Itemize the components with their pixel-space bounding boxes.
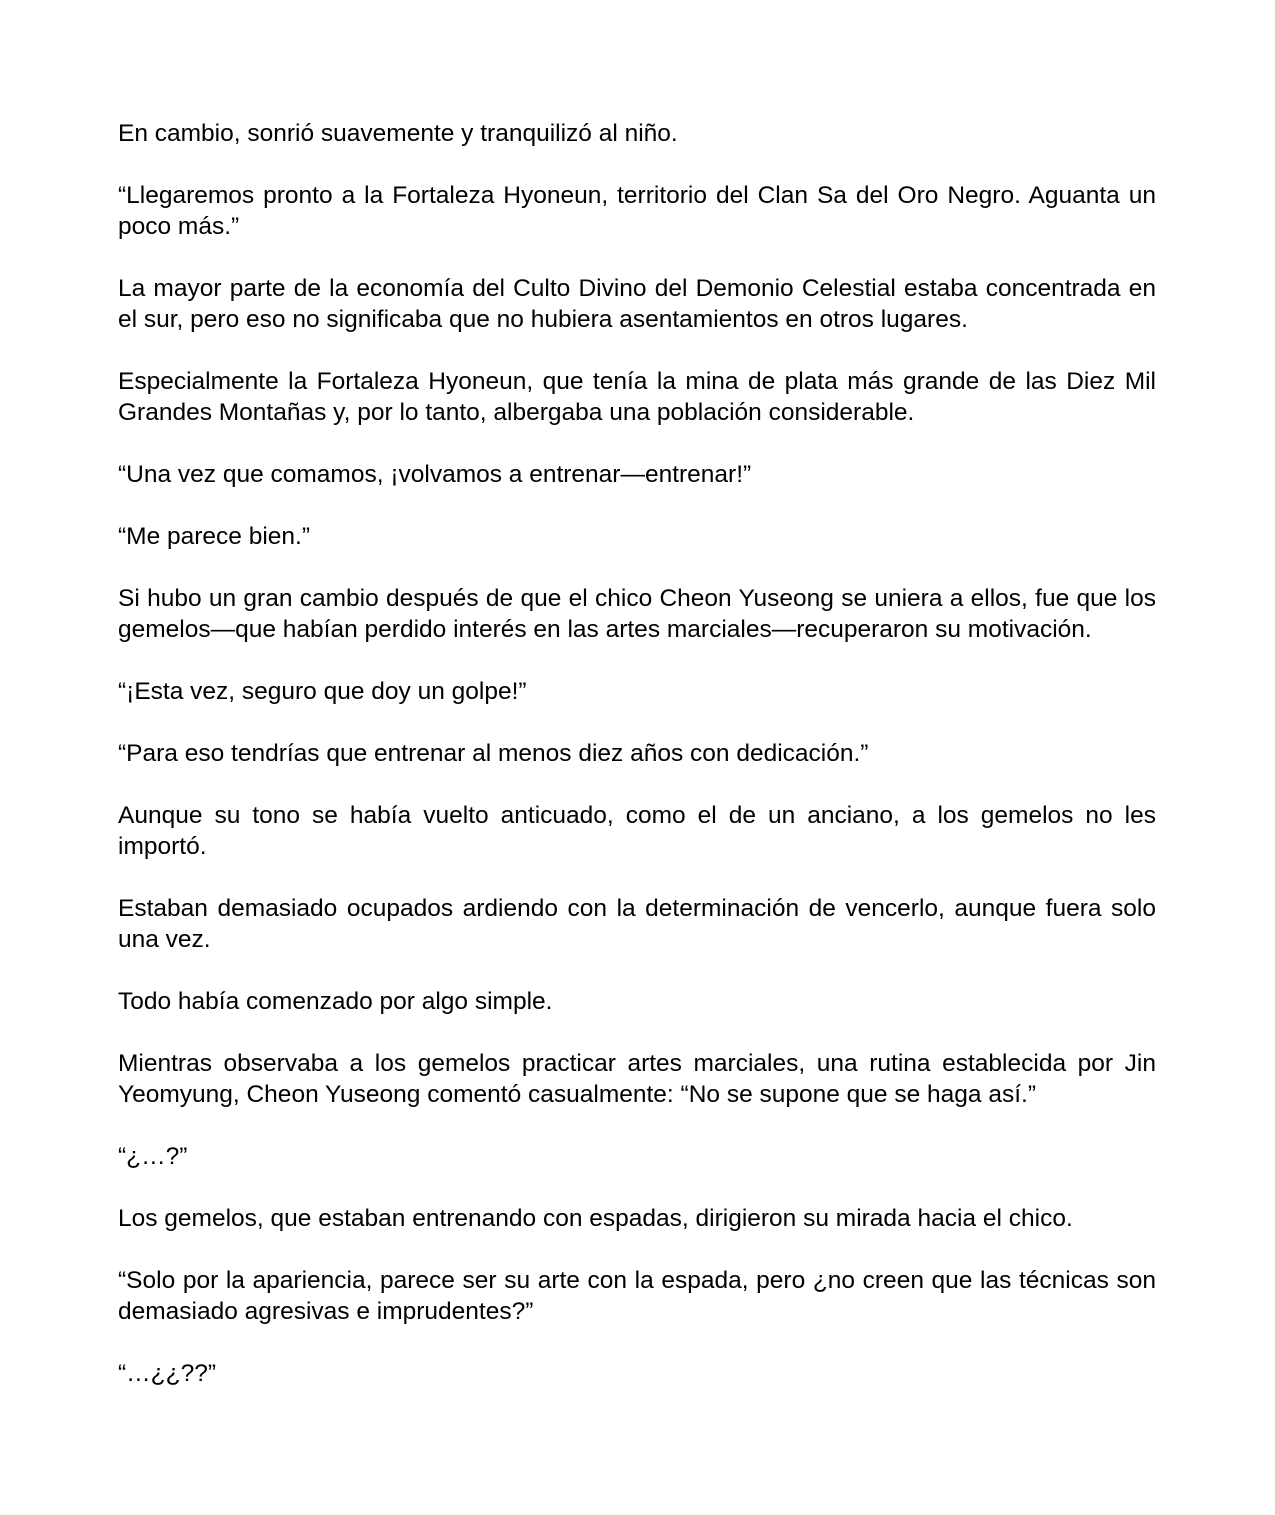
document-page	[118, 118, 1156, 1420]
paragraph-9: “Para eso tendrías que entrenar al menos diez años con dedicación.”	[118, 740, 869, 767]
paragraph-7: Si hubo un gran cambio después de que el chico Cheon Yuseong se uniera a ellos, fue que los gemelos—que habían perdido interés en las artes marciales—recuperaron su motivación.	[118, 585, 1156, 643]
paragraph-15: Los gemelos, que estaban entrenando con espadas, dirigieron su mirada hacia el chico.	[118, 1205, 1073, 1232]
paragraph-14: “¿…?”	[118, 1143, 188, 1170]
paragraph-5: “Una vez que comamos, ¡volvamos a entrenar—entrenar!”	[118, 461, 752, 488]
paragraph-6: “Me parece bien.”	[118, 523, 311, 550]
paragraph-3: La mayor parte de la economía del Culto Divino del Demonio Celestial estaba concentrada en el sur, pero eso no significaba que no hubiera asentamientos en otros lugares.	[118, 275, 1156, 333]
paragraph-11: Estaban demasiado ocupados ardiendo con la determinación de vencerlo, aunque fuera solo una vez.	[118, 895, 1156, 953]
paragraph-13: Mientras observaba a los gemelos practicar artes marciales, una rutina establecida por Jin Yeomyung, Cheon Yuseong comentó casualmente: “No se supone que se haga así.”	[118, 1050, 1156, 1108]
paragraph-4: Especialmente la Fortaleza Hyoneun, que tenía la mina de plata más grande de las Diez Mil Grandes Montañas y, por lo tanto, albergaba una población considerable.	[118, 368, 1156, 426]
paragraph-1: En cambio, sonrió suavemente y tranquilizó al niño.	[118, 120, 678, 147]
paragraph-12: Todo había comenzado por algo simple.	[118, 988, 553, 1015]
paragraph-8: “¡Esta vez, seguro que doy un golpe!”	[118, 678, 527, 705]
paragraph-17: “…¿¿??”	[118, 1360, 216, 1387]
paragraph-2: “Llegaremos pronto a la Fortaleza Hyoneun, territorio del Clan Sa del Oro Negro. Aguanta un poco más.”	[118, 182, 1156, 240]
paragraph-10: Aunque su tono se había vuelto anticuado, como el de un anciano, a los gemelos no les importó.	[118, 802, 1156, 860]
paragraph-16: “Solo por la apariencia, parece ser su arte con la espada, pero ¿no creen que las técnicas son demasiado agresivas e imprudentes?”	[118, 1267, 1156, 1325]
